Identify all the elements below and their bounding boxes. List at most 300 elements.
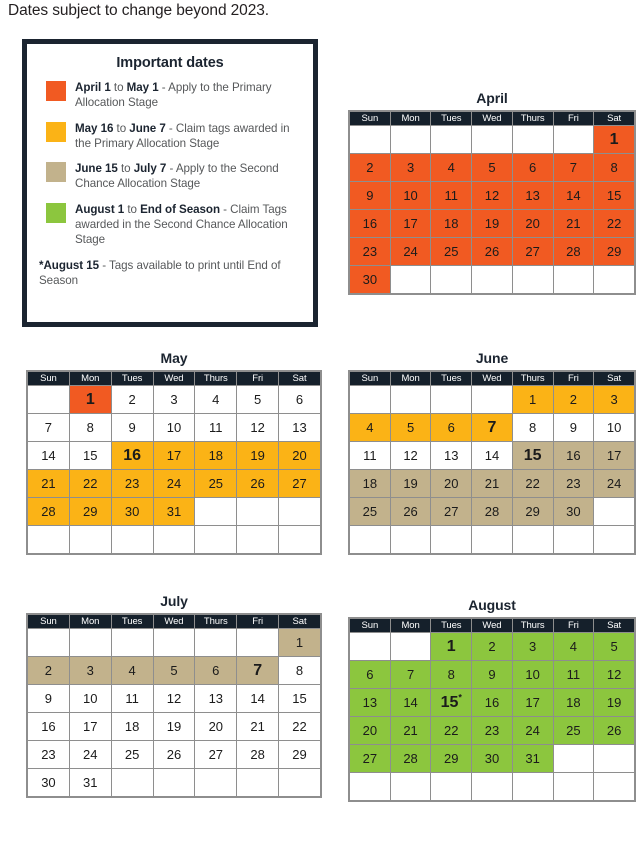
calendar-cell-empty [195, 498, 236, 525]
calendar-day-cell[interactable]: 17 [513, 689, 553, 716]
calendar-cell-empty [431, 526, 471, 553]
calendar-day-cell[interactable]: 27 [350, 745, 390, 772]
calendar-day-cell[interactable]: 15 [279, 685, 320, 712]
calendar-day-cell[interactable]: 9 [112, 414, 153, 441]
asterisk-marker: * [458, 692, 462, 703]
calendar-day-cell[interactable]: 1 [513, 386, 553, 413]
calendar-cell-empty [195, 526, 236, 553]
weekday-header-sat: Sat [279, 615, 320, 628]
green-swatch [46, 203, 66, 223]
legend-title: Important dates [116, 55, 224, 71]
calendar-cell-empty [237, 526, 278, 553]
calendar-day-cell[interactable]: 9 [28, 685, 69, 712]
calendar-cell-empty [28, 629, 69, 656]
calendar-day-cell[interactable]: 10 [154, 414, 195, 441]
calendar-day-cell[interactable]: 13 [279, 414, 320, 441]
calendar-day-cell[interactable]: 31 [70, 769, 111, 796]
calendar-day-cell[interactable]: 31 [513, 745, 553, 772]
calendar-day-cell[interactable]: 18 [554, 689, 594, 716]
weekday-header-wed: Wed [472, 372, 512, 385]
calendar-day-cell[interactable]: 4 [195, 386, 236, 413]
calendar-day-cell[interactable]: 1 [70, 386, 111, 413]
calendar-day-cell[interactable]: 7 [472, 414, 512, 441]
calendar-day-cell[interactable]: 11 [431, 182, 471, 209]
calendar-day-cell[interactable]: 30 [112, 498, 153, 525]
calendar-day-cell[interactable]: 13 [431, 442, 471, 469]
calendar-week-row [350, 498, 634, 525]
calendar-cell-empty [472, 126, 512, 153]
calendar-day-cell[interactable]: 19 [472, 210, 512, 237]
calendar-day-cell[interactable]: 26 [594, 717, 634, 744]
calendar-day-cell[interactable]: 29 [594, 238, 634, 265]
calendar-grid [348, 110, 636, 295]
calendar-week-row [28, 414, 320, 441]
calendar-cell-empty [391, 266, 431, 293]
weekday-header-row [350, 372, 634, 385]
calendar-title: August [468, 597, 516, 613]
calendar-cell-empty [472, 386, 512, 413]
calendar-day-cell[interactable]: 11 [112, 685, 153, 712]
calendar-day-cell[interactable]: 16 [28, 713, 69, 740]
calendar-day-cell[interactable]: 21 [554, 210, 594, 237]
calendar-week-row [28, 769, 320, 796]
weekday-header-fri: Fri [237, 372, 278, 385]
weekday-header-sat: Sat [594, 112, 634, 125]
calendar-day-cell[interactable]: 5 [237, 386, 278, 413]
calendar-day-cell[interactable]: 18 [431, 210, 471, 237]
calendar-cell-empty [431, 773, 471, 800]
calendar-day-cell[interactable]: 21 [391, 717, 431, 744]
calendar-week-row [350, 689, 634, 716]
calendar-day-cell[interactable]: 16 [554, 442, 594, 469]
calendar-day-cell[interactable]: 4 [350, 414, 390, 441]
calendar-week-row [350, 238, 634, 265]
weekday-header-thurs: Thurs [513, 619, 553, 632]
calendar-day-cell[interactable]: 16 [350, 210, 390, 237]
calendar-day-cell[interactable]: 8 [279, 657, 320, 684]
calendar-day-cell[interactable]: 28 [472, 498, 512, 525]
calendar-title: April [476, 90, 508, 106]
calendar-day-cell[interactable]: 28 [237, 741, 278, 768]
calendar-day-cell[interactable]: 2 [28, 657, 69, 684]
calendar-cell-empty [350, 633, 390, 660]
calendar-cell-empty [472, 773, 512, 800]
calendar-day-cell[interactable]: 6 [195, 657, 236, 684]
calendar-day-cell[interactable]: 2 [350, 154, 390, 181]
calendar-week-row [350, 210, 634, 237]
weekday-header-thurs: Thurs [195, 372, 236, 385]
calendar-day-cell[interactable]: 26 [472, 238, 512, 265]
calendar-day-cell[interactable]: 4 [554, 633, 594, 660]
calendar-day-cell[interactable]: 12 [594, 661, 634, 688]
calendar-day-cell[interactable]: 18 [195, 442, 236, 469]
calendar-week-row [350, 773, 634, 800]
weekday-header-mon: Mon [391, 619, 431, 632]
calendar-cell-empty [513, 526, 553, 553]
weekday-header-row [28, 615, 320, 628]
weekday-header-mon: Mon [70, 615, 111, 628]
weekday-header-row [28, 372, 320, 385]
calendar-day-cell[interactable]: 30 [472, 745, 512, 772]
calendar-day-cell[interactable]: 6 [279, 386, 320, 413]
weekday-header-wed: Wed [472, 112, 512, 125]
calendar-day-cell[interactable]: 29 [431, 745, 471, 772]
legend-item-label: August 1 to End of Season - Claim Tags awarded in the Second Chance Allocation Stage [75, 202, 288, 247]
calendar-day-cell[interactable]: 5 [391, 414, 431, 441]
calendar-day-cell[interactable]: 12 [391, 442, 431, 469]
calendar-day-cell[interactable]: 8 [513, 414, 553, 441]
weekday-header-sun: Sun [350, 619, 390, 632]
calendar-day-cell[interactable]: 20 [195, 713, 236, 740]
calendar-day-cell[interactable]: 1 [431, 633, 471, 660]
calendar-cell-empty [350, 773, 390, 800]
weekday-header-mon: Mon [70, 372, 111, 385]
calendar-day-cell[interactable]: 8 [594, 154, 634, 181]
calendar-cell-empty [70, 629, 111, 656]
calendar-cell-empty [594, 773, 634, 800]
calendar-day-cell[interactable]: 13 [195, 685, 236, 712]
calendar-day-cell[interactable]: 7 [391, 661, 431, 688]
calendar-may [26, 350, 322, 555]
calendar-title: May [160, 350, 188, 366]
calendar-cell-empty [513, 773, 553, 800]
calendar-august [348, 597, 636, 802]
calendar-day-cell[interactable]: 19 [154, 713, 195, 740]
calendar-week-row [28, 470, 320, 497]
calendar-day-cell[interactable]: 9 [554, 414, 594, 441]
calendar-day-cell[interactable]: 1 [594, 126, 634, 153]
calendar-day-cell[interactable]: 20 [350, 717, 390, 744]
calendar-day-cell[interactable]: 14 [391, 689, 431, 716]
calendar-day-cell[interactable]: 13 [513, 182, 553, 209]
calendar-day-cell[interactable]: 27 [513, 238, 553, 265]
calendar-day-cell[interactable]: 29 [70, 498, 111, 525]
calendar-week-row [350, 717, 634, 744]
calendar-cell-empty [112, 526, 153, 553]
calendar-day-cell[interactable]: 25 [431, 238, 471, 265]
calendar-day-cell[interactable]: 24 [594, 470, 634, 497]
calendar-day-cell[interactable]: 15* [431, 689, 471, 716]
calendar-cell-empty [391, 126, 431, 153]
calendar-day-cell[interactable]: 15 [594, 182, 634, 209]
weekday-header-thurs: Thurs [513, 112, 553, 125]
calendar-day-cell[interactable]: 30 [28, 769, 69, 796]
calendar-week-row [350, 414, 634, 441]
calendar-cell-empty [554, 526, 594, 553]
calendar-cell-empty [431, 266, 471, 293]
calendar-day-cell[interactable]: 17 [391, 210, 431, 237]
calendar-cell-empty [431, 126, 471, 153]
calendar-week-row [28, 498, 320, 525]
calendar-day-cell[interactable]: 23 [472, 717, 512, 744]
weekday-header-sun: Sun [28, 615, 69, 628]
calendar-cell-empty [594, 526, 634, 553]
weekday-header-wed: Wed [154, 615, 195, 628]
calendar-cell-empty [237, 769, 278, 796]
calendar-day-cell[interactable]: 25 [195, 470, 236, 497]
calendar-day-cell[interactable]: 29 [513, 498, 553, 525]
calendar-cell-empty [350, 126, 390, 153]
weekday-header-sun: Sun [28, 372, 69, 385]
calendar-week-row [350, 526, 634, 553]
calendar-day-cell[interactable]: 16 [472, 689, 512, 716]
calendar-day-cell[interactable]: 31 [154, 498, 195, 525]
calendar-day-cell[interactable]: 5 [154, 657, 195, 684]
calendar-day-cell[interactable]: 7 [28, 414, 69, 441]
calendar-cell-empty [112, 629, 153, 656]
calendar-day-cell[interactable]: 26 [237, 470, 278, 497]
calendar-day-cell[interactable]: 6 [431, 414, 471, 441]
weekday-header-thurs: Thurs [195, 615, 236, 628]
calendar-day-cell[interactable]: 27 [279, 470, 320, 497]
calendar-day-cell[interactable]: 21 [472, 470, 512, 497]
weekday-header-fri: Fri [554, 619, 594, 632]
calendar-day-cell[interactable]: 3 [70, 657, 111, 684]
weekday-header-row [350, 619, 634, 632]
calendar-day-cell[interactable]: 21 [28, 470, 69, 497]
calendar-week-row [28, 657, 320, 684]
calendar-day-cell[interactable]: 8 [70, 414, 111, 441]
calendar-day-cell[interactable]: 20 [279, 442, 320, 469]
calendar-day-cell[interactable]: 3 [391, 154, 431, 181]
calendar-day-cell[interactable]: 10 [594, 414, 634, 441]
calendar-day-cell[interactable]: 11 [554, 661, 594, 688]
calendar-cell-empty [472, 266, 512, 293]
calendar-grid [26, 370, 322, 555]
calendar-day-cell[interactable]: 22 [513, 470, 553, 497]
tan-swatch [46, 162, 66, 182]
calendar-day-cell[interactable]: 27 [431, 498, 471, 525]
calendar-cell-empty [513, 266, 553, 293]
calendar-week-row [350, 633, 634, 660]
weekday-header-tues: Tues [112, 372, 153, 385]
calendar-day-cell[interactable]: 5 [594, 633, 634, 660]
calendar-week-row [350, 745, 634, 772]
calendar-title: June [475, 350, 509, 366]
calendar-day-cell[interactable]: 5 [472, 154, 512, 181]
important-dates-legend [22, 39, 318, 327]
calendar-cell-empty [594, 745, 634, 772]
calendar-day-cell[interactable]: 26 [154, 741, 195, 768]
calendar-week-row [350, 266, 634, 293]
calendar-cell-empty [237, 498, 278, 525]
calendar-day-cell[interactable]: 2 [112, 386, 153, 413]
calendar-cell-empty [28, 386, 69, 413]
calendar-cell-empty [237, 629, 278, 656]
calendar-day-cell[interactable]: 12 [472, 182, 512, 209]
calendar-day-cell[interactable]: 18 [112, 713, 153, 740]
calendar-day-cell[interactable]: 9 [472, 661, 512, 688]
calendar-day-cell[interactable]: 14 [28, 442, 69, 469]
weekday-header-fri: Fri [554, 112, 594, 125]
calendar-day-cell[interactable]: 7 [554, 154, 594, 181]
calendar-day-cell[interactable]: 22 [594, 210, 634, 237]
legend-item-list [37, 80, 303, 248]
calendar-day-cell[interactable]: 21 [237, 713, 278, 740]
calendar-title: July [160, 593, 188, 609]
calendar-day-cell[interactable]: 13 [350, 689, 390, 716]
weekday-header-sun: Sun [350, 372, 390, 385]
calendar-cell-empty [154, 629, 195, 656]
amber-swatch [46, 122, 66, 142]
legend-item [37, 80, 303, 111]
weekday-header-tues: Tues [431, 619, 471, 632]
calendar-cell-empty [391, 526, 431, 553]
calendar-cell-empty [391, 386, 431, 413]
calendar-day-cell[interactable]: 25 [554, 717, 594, 744]
calendar-grid [26, 613, 322, 798]
calendar-cell-empty [554, 266, 594, 293]
weekday-header-sat: Sat [594, 372, 634, 385]
calendar-week-row [28, 386, 320, 413]
calendar-day-cell[interactable]: 22 [70, 470, 111, 497]
calendar-june [348, 350, 636, 555]
legend-item [37, 202, 303, 248]
calendar-cell-empty [594, 498, 634, 525]
calendar-week-row [28, 685, 320, 712]
weekday-header-tues: Tues [431, 112, 471, 125]
calendar-day-cell[interactable]: 17 [594, 442, 634, 469]
weekday-header-wed: Wed [154, 372, 195, 385]
calendar-day-cell[interactable]: 2 [472, 633, 512, 660]
calendar-day-cell[interactable]: 3 [594, 386, 634, 413]
calendar-cell-empty [431, 386, 471, 413]
calendar-day-cell[interactable]: 23 [112, 470, 153, 497]
calendar-week-row [350, 154, 634, 181]
calendar-cell-empty [112, 769, 153, 796]
calendar-april [348, 90, 636, 295]
calendar-day-cell[interactable]: 6 [513, 154, 553, 181]
calendar-day-cell[interactable]: 19 [594, 689, 634, 716]
calendar-week-row [28, 526, 320, 553]
calendar-week-row [350, 386, 634, 413]
calendar-week-row [350, 442, 634, 469]
calendar-week-row [28, 442, 320, 469]
calendar-day-cell[interactable]: 3 [154, 386, 195, 413]
calendar-cell-empty [594, 266, 634, 293]
calendar-day-cell[interactable]: 9 [350, 182, 390, 209]
calendar-day-cell[interactable]: 10 [513, 661, 553, 688]
page-note: Dates subject to change beyond 2023. [8, 2, 269, 19]
calendar-day-cell[interactable]: 14 [472, 442, 512, 469]
calendar-day-cell[interactable]: 10 [70, 685, 111, 712]
calendar-day-cell[interactable]: 19 [237, 442, 278, 469]
calendar-day-cell[interactable]: 28 [554, 238, 594, 265]
calendar-day-cell[interactable]: 4 [431, 154, 471, 181]
calendar-day-cell[interactable]: 17 [70, 713, 111, 740]
calendar-week-row [350, 470, 634, 497]
calendar-day-cell[interactable]: 17 [154, 442, 195, 469]
calendar-day-cell[interactable]: 14 [237, 685, 278, 712]
calendar-week-row [350, 182, 634, 209]
calendar-cell-empty [391, 773, 431, 800]
calendar-day-cell[interactable]: 25 [350, 498, 390, 525]
calendar-cell-empty [279, 498, 320, 525]
calendar-week-row [350, 126, 634, 153]
weekday-header-tues: Tues [112, 615, 153, 628]
weekday-header-sat: Sat [594, 619, 634, 632]
calendar-cell-empty [195, 769, 236, 796]
calendar-day-cell[interactable]: 30 [554, 498, 594, 525]
calendar-day-cell[interactable]: 14 [554, 182, 594, 209]
weekday-header-fri: Fri [554, 372, 594, 385]
calendar-day-cell[interactable]: 8 [431, 661, 471, 688]
calendar-day-cell[interactable]: 23 [554, 470, 594, 497]
legend-item-label: May 16 to June 7 - Claim tags awarded in the Primary Allocation Stage [75, 121, 290, 150]
calendar-cell-empty [70, 526, 111, 553]
calendar-day-cell[interactable]: 2 [554, 386, 594, 413]
calendar-grid [348, 617, 636, 802]
legend-footnote: *August 15 - Tags available to print until End of Season [39, 258, 281, 287]
calendar-day-cell[interactable]: 28 [391, 745, 431, 772]
calendar-day-cell[interactable]: 1 [279, 629, 320, 656]
calendar-day-cell[interactable]: 18 [350, 470, 390, 497]
calendar-cell-empty [350, 386, 390, 413]
calendar-day-cell[interactable]: 15 [70, 442, 111, 469]
weekday-header-sat: Sat [279, 372, 320, 385]
legend-item-label: April 1 to May 1 - Apply to the Primary Allocation Stage [75, 81, 272, 110]
calendar-day-cell[interactable]: 15 [513, 442, 553, 469]
calendar-day-cell[interactable]: 20 [431, 470, 471, 497]
weekday-header-thurs: Thurs [513, 372, 553, 385]
calendar-cell-empty [472, 526, 512, 553]
weekday-header-mon: Mon [391, 112, 431, 125]
calendar-day-cell[interactable]: 22 [279, 713, 320, 740]
calendar-cell-empty [154, 769, 195, 796]
calendar-day-cell[interactable]: 11 [350, 442, 390, 469]
calendar-day-cell[interactable]: 12 [154, 685, 195, 712]
orange-swatch [46, 81, 66, 101]
calendar-day-cell[interactable]: 4 [112, 657, 153, 684]
calendar-day-cell[interactable]: 20 [513, 210, 553, 237]
calendar-day-cell[interactable]: 24 [513, 717, 553, 744]
calendar-day-cell[interactable]: 27 [195, 741, 236, 768]
calendar-day-cell[interactable]: 7 [237, 657, 278, 684]
calendar-day-cell[interactable]: 6 [350, 661, 390, 688]
legend-item [37, 121, 303, 152]
weekday-header-tues: Tues [431, 372, 471, 385]
calendar-week-row [28, 713, 320, 740]
weekday-header-row [350, 112, 634, 125]
calendar-day-cell[interactable]: 24 [70, 741, 111, 768]
calendar-day-cell[interactable]: 24 [391, 238, 431, 265]
calendar-cell-empty [154, 526, 195, 553]
calendar-week-row [350, 661, 634, 688]
calendar-day-cell[interactable]: 28 [28, 498, 69, 525]
weekday-header-mon: Mon [391, 372, 431, 385]
calendar-cell-empty [195, 629, 236, 656]
calendar-day-cell[interactable]: 26 [391, 498, 431, 525]
calendar-day-cell[interactable]: 19 [391, 470, 431, 497]
weekday-header-wed: Wed [472, 619, 512, 632]
calendar-cell-empty [391, 633, 431, 660]
calendar-day-cell[interactable]: 22 [431, 717, 471, 744]
calendar-day-cell[interactable]: 23 [28, 741, 69, 768]
calendar-day-cell[interactable]: 16 [112, 442, 153, 469]
calendar-day-cell[interactable]: 11 [195, 414, 236, 441]
calendar-day-cell[interactable]: 30 [350, 266, 390, 293]
calendar-week-row [28, 741, 320, 768]
calendar-day-cell[interactable]: 3 [513, 633, 553, 660]
calendar-day-cell[interactable]: 25 [112, 741, 153, 768]
calendar-day-cell[interactable]: 12 [237, 414, 278, 441]
calendar-day-cell[interactable]: 10 [391, 182, 431, 209]
calendar-cell-empty [554, 745, 594, 772]
calendar-july [26, 593, 322, 798]
calendar-day-cell[interactable]: 23 [350, 238, 390, 265]
calendar-day-cell[interactable]: 29 [279, 741, 320, 768]
calendar-day-cell[interactable]: 24 [154, 470, 195, 497]
